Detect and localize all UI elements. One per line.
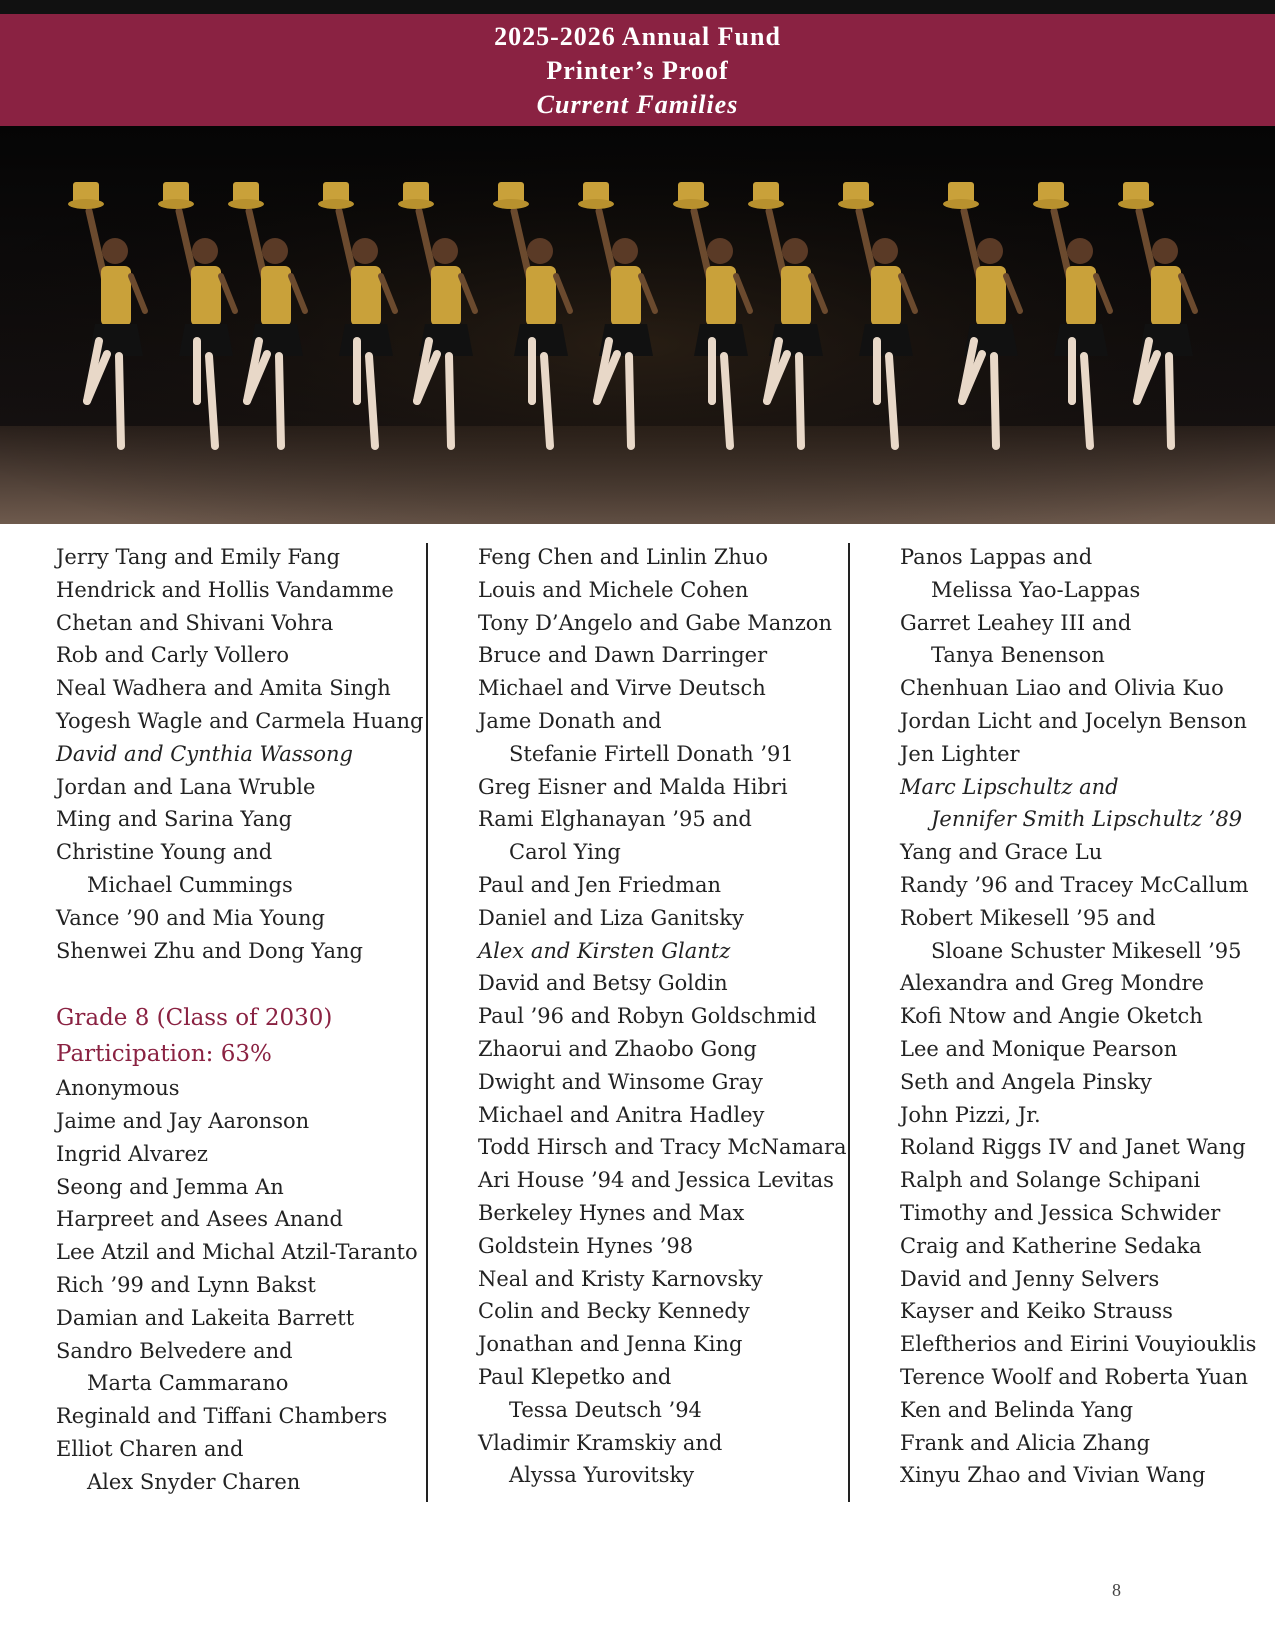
donor-name: Lee and Monique Pearson [900, 1036, 1178, 1061]
donor-name: Rich ’99 and Lynn Bakst [56, 1272, 316, 1297]
section-spacer [56, 967, 423, 1000]
donor-name: Panos Lappas and [900, 545, 1093, 569]
donor-name: Seth and Angela Pinsky [900, 1069, 1152, 1094]
donor-name: Bruce and Dawn Darringer [478, 643, 768, 668]
donor-name: Roland Riggs IV and Janet Wang [900, 1135, 1246, 1160]
donor-name: David and Betsy Goldin [478, 971, 728, 996]
donor-name: Alexandra and Greg Mondre [900, 971, 1204, 996]
donor-name: Neal Wadhera and Amita Singh [56, 676, 391, 701]
donor-name: Marc Lipschultz and [900, 774, 1119, 799]
donor-name: Jaime and Jay Aaronson [56, 1108, 310, 1133]
donor-name: Jonathan and Jenna King [478, 1332, 743, 1357]
donor-name: Randy ’96 and Tracey McCallum [900, 872, 1249, 897]
donor-name: Michael Cummings [87, 872, 293, 897]
column-divider [426, 543, 428, 1502]
donor-name: Jordan Licht and Jocelyn Benson [900, 708, 1247, 733]
donor-name: Melissa Yao-Lappas [931, 577, 1141, 602]
donor-name: Louis and Michele Cohen [478, 577, 749, 602]
donor-name: Jame Donath and [478, 708, 662, 733]
donor-name: Timothy and Jessica Schwider [900, 1200, 1221, 1225]
donor-name: Alex Snyder Charen [87, 1469, 301, 1494]
donor-name: Jen Lighter [900, 741, 1020, 766]
donor-name: Harpreet and Asees Anand [56, 1207, 343, 1232]
donor-name: Christine Young and [56, 840, 273, 865]
donor-name: Vladimir Kramskiy and [478, 1430, 723, 1455]
donor-name: Tony D’Angelo and Gabe Manzon [478, 610, 832, 635]
donor-name: Stefanie Firtell Donath ’91 [509, 741, 794, 766]
donor-name: Ingrid Alvarez [56, 1141, 208, 1166]
section-heading: Grade 8 (Class of 2030) [56, 1005, 333, 1032]
banner-section-title: Current Families [536, 90, 739, 119]
donor-name: Tanya Benenson [931, 643, 1105, 668]
donor-name: Alyssa Yurovitsky [509, 1463, 695, 1488]
donor-name: Jerry Tang and Emily Fang [56, 545, 341, 569]
donor-name: Carol Ying [509, 840, 621, 865]
donor-name: Elliot Charen and [56, 1436, 244, 1461]
section-heading: Participation: 63% [56, 1041, 272, 1068]
donor-name: Shenwei Zhu and Dong Yang [56, 938, 363, 963]
donor-name: Craig and Katherine Sedaka [900, 1233, 1202, 1258]
donor-name: Colin and Becky Kennedy [478, 1299, 750, 1324]
donor-name: Anonymous [56, 1076, 180, 1101]
donor-name: Michael and Virve Deutsch [478, 676, 766, 701]
donor-name: Yogesh Wagle and Carmela Huang [56, 708, 424, 733]
donor-name: Chetan and Shivani Vohra [56, 610, 334, 635]
column-divider [848, 543, 850, 1502]
donor-name: Terence Woolf and Roberta Yuan [900, 1364, 1249, 1389]
donor-name: Zhaorui and Zhaobo Gong [478, 1036, 757, 1061]
donor-name: Xinyu Zhao and Vivian Wang [900, 1463, 1206, 1488]
donor-name: Marta Cammarano [87, 1371, 289, 1396]
donor-name: Eleftherios and Eirini Vouyiouklis [900, 1332, 1257, 1357]
donor-name: Paul and Jen Friedman [478, 872, 721, 897]
donor-name: Dwight and Winsome Gray [478, 1069, 763, 1094]
donor-name: Michael and Anitra Hadley [478, 1102, 765, 1127]
dancers-photo-icon [0, 126, 1275, 524]
donor-name: Feng Chen and Linlin Zhuo [478, 545, 768, 569]
donor-name: Yang and Grace Lu [900, 840, 1103, 865]
donor-name: Ralph and Solange Schipani [900, 1168, 1201, 1193]
donor-name: Berkeley Hynes and Max [478, 1200, 745, 1225]
donor-name: Goldstein Hynes ’98 [478, 1233, 694, 1258]
donor-name: Rami Elghanayan ’95 and [478, 807, 752, 832]
donor-name: Ming and Sarina Yang [56, 807, 293, 832]
donor-name: Seong and Jemma An [56, 1174, 284, 1199]
donor-name: David and Cynthia Wassong [56, 741, 353, 766]
donor-name: Tessa Deutsch ’94 [509, 1397, 702, 1422]
donor-name: Hendrick and Hollis Vandamme [56, 577, 394, 602]
donor-name: Lee Atzil and Michal Atzil-Taranto [56, 1240, 418, 1265]
donor-name: John Pizzi, Jr. [900, 1102, 1041, 1127]
donor-name: Chenhuan Liao and Olivia Kuo [900, 676, 1224, 701]
title-banner [0, 14, 1275, 126]
donor-name: David and Jenny Selvers [900, 1266, 1160, 1291]
donor-name: Daniel and Liza Ganitsky [478, 905, 744, 930]
banner-title: 2025-2026 Annual Fund [494, 22, 781, 51]
donor-column-3 [900, 541, 1256, 1492]
donor-name: Todd Hirsch and Tracy McNamara [478, 1135, 847, 1160]
donor-name: Robert Mikesell ’95 and [900, 905, 1156, 930]
donor-column-2 [478, 541, 847, 1492]
donor-name: Paul Klepetko and [478, 1364, 672, 1389]
donor-name: Kayser and Keiko Strauss [900, 1299, 1173, 1324]
donor-name: Sandro Belvedere and [56, 1338, 293, 1363]
donor-name: Alex and Kirsten Glantz [478, 938, 731, 963]
donor-name: Garret Leahey III and [900, 610, 1132, 635]
donor-name: Damian and Lakeita Barrett [56, 1305, 355, 1330]
page-number: 8 [1112, 1580, 1121, 1600]
banner-subtitle: Printer’s Proof [546, 56, 729, 85]
donor-name: Paul ’96 and Robyn Goldschmid [478, 1004, 817, 1029]
donor-name: Ken and Belinda Yang [900, 1397, 1134, 1422]
donor-name: Kofi Ntow and Angie Oketch [900, 1004, 1203, 1029]
donor-name: Jennifer Smith Lipschultz ’89 [931, 807, 1243, 832]
donor-name: Rob and Carly Vollero [56, 643, 290, 668]
donor-name: Neal and Kristy Karnovsky [478, 1266, 763, 1291]
donor-column-1 [56, 541, 423, 1499]
donor-name: Greg Eisner and Malda Hibri [478, 774, 788, 799]
donor-name: Ari House ’94 and Jessica Levitas [478, 1168, 834, 1193]
dancers-photo [0, 126, 1275, 524]
donor-name: Sloane Schuster Mikesell ’95 [931, 938, 1242, 963]
donor-name: Jordan and Lana Wruble [56, 774, 316, 799]
top-edge-bar [0, 0, 1275, 14]
donor-name: Reginald and Tiffani Chambers [56, 1404, 388, 1429]
donor-name: Frank and Alicia Zhang [900, 1430, 1151, 1455]
donor-name: Vance ’90 and Mia Young [56, 905, 325, 930]
